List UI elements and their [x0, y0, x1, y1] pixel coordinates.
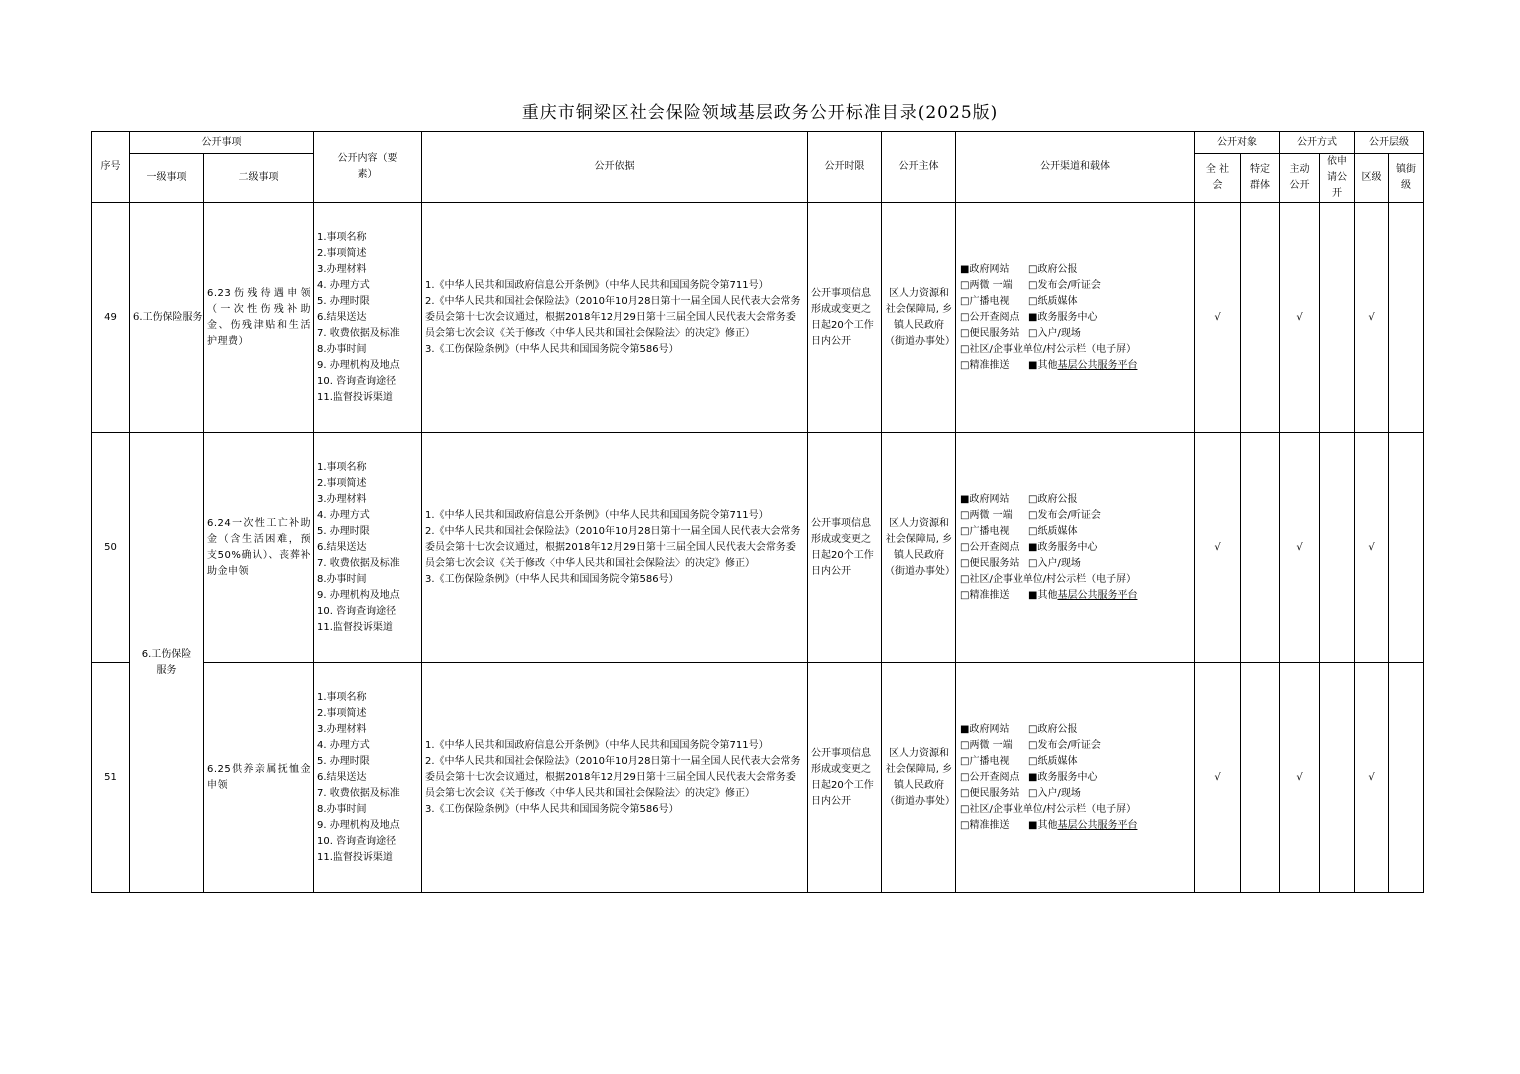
time-limit-cell: 公开事项信息形成或变更之日起20个工作日内公开 — [808, 203, 882, 433]
channel-option: □入户/现场 — [1028, 557, 1081, 569]
channel-option: □入户/现场 — [1028, 787, 1081, 799]
level-town-check — [1389, 433, 1424, 663]
content-item: 5. 办理时限 — [317, 755, 370, 767]
channel-option: □两微 一端 — [960, 509, 1013, 521]
channel-option: ■政务服务中心 — [1028, 541, 1098, 553]
basis-item: 3.《工伤保险条例》（中华人民共和国国务院令第586号） — [425, 803, 679, 815]
basis-item: 2.《中华人民共和国社会保险法》（2010年10月28日第十一届全国人民代表大会常务委员会第十七次会议通过，根据2018年12月29日第十三届全国人民代表大会常务委员会第七次会议《关于修改〈中华人民共和国社会保险法〉的决定》修正） — [425, 295, 801, 339]
channel-option: □政府公报 — [1028, 723, 1078, 735]
channel-line — [956, 818, 1194, 834]
channel-option: □社区/企事业单位/村公示栏（电子屏） — [960, 803, 1137, 815]
level1-cell: 6.工伤保险服务 — [130, 203, 204, 433]
channel-line — [956, 310, 1194, 326]
subject-cell: 区人力资源和社会保障局, 乡镇人民政府（街道办事处） — [882, 663, 956, 893]
level2-cell: 6.24一次性工亡补助金（含生活困难，预支50%确认）、丧葬补助金申领 — [204, 433, 314, 663]
level2-cell: 6.25供养亲属抚恤金申领 — [204, 663, 314, 893]
channel-option: □精准推送 — [960, 589, 1010, 601]
row-seq: 50 — [92, 433, 130, 663]
channel-option: □政府公报 — [1028, 263, 1078, 275]
channel-option: □精准推送 — [960, 359, 1010, 371]
content-item: 4. 办理方式 — [317, 509, 370, 521]
subject-cell: 区人力资源和社会保障局, 乡镇人民政府（街道办事处） — [882, 433, 956, 663]
content-item: 2.事项简述 — [317, 707, 367, 719]
channel-line — [956, 358, 1194, 374]
content-item: 1.事项名称 — [317, 691, 367, 703]
channel-option: □两微 一端 — [960, 279, 1013, 291]
document-title: 重庆市铜梁区社会保险领域基层政务公开标准目录(2025版) — [521, 103, 999, 123]
channel-line — [956, 342, 1194, 358]
channel-option: ■其他 — [1028, 359, 1058, 371]
channel-line — [956, 754, 1194, 770]
content-item: 3.办理材料 — [317, 263, 367, 275]
content-item: 8.办事时间 — [317, 573, 367, 585]
header-matter: 公开事项 — [130, 132, 314, 154]
header-level2: 二级事项 — [204, 154, 314, 203]
channel-line — [956, 588, 1194, 604]
basis-cell — [422, 203, 808, 433]
table-row — [92, 663, 1424, 893]
channel-line — [956, 770, 1194, 786]
channel-option: ■政务服务中心 — [1028, 771, 1098, 783]
level1-cell: 6.工伤保险服务 — [130, 433, 204, 893]
target-all-check: √ — [1195, 663, 1241, 893]
channel-option: ■政府网站 — [960, 723, 1010, 735]
channel-option: □纸质媒体 — [1028, 525, 1078, 537]
channel-option: □便民服务站 — [960, 327, 1020, 339]
channel-line — [956, 262, 1194, 278]
channel-option: □便民服务站 — [960, 557, 1020, 569]
content-item: 9. 办理机构及地点 — [317, 359, 400, 371]
level-district-check: √ — [1355, 663, 1389, 893]
channel-option: □纸质媒体 — [1028, 755, 1078, 767]
basis-item: 1.《中华人民共和国政府信息公开条例》（中华人民共和国国务院令第711号） — [425, 279, 769, 291]
header-method-active: 主动公开 — [1280, 154, 1320, 203]
channel-option: ■其他 — [1028, 589, 1058, 601]
channel-cell — [956, 203, 1195, 433]
channel-option: □精准推送 — [960, 819, 1010, 831]
basis-cell — [422, 663, 808, 893]
subject-cell: 区人力资源和社会保障局, 乡镇人民政府（街道办事处） — [882, 203, 956, 433]
method-active-check: √ — [1280, 663, 1320, 893]
channel-option: □社区/企事业单位/村公示栏（电子屏） — [960, 573, 1137, 585]
channel-line — [956, 540, 1194, 556]
channel-option: □公开查阅点 — [960, 771, 1020, 783]
channel-option: ■其他 — [1028, 819, 1058, 831]
channel-option: □发布会/听证会 — [1028, 279, 1101, 291]
level-district-check: √ — [1355, 203, 1389, 433]
header-method: 公开方式 — [1280, 132, 1355, 154]
channel-cell — [956, 433, 1195, 663]
channel-other-value: 基层公共服务平台 — [1057, 819, 1138, 831]
basis-item: 2.《中华人民共和国社会保险法》（2010年10月28日第十一届全国人民代表大会常务委员会第十七次会议通过，根据2018年12月29日第十三届全国人民代表大会常务委员会第七次会议《关于修改〈中华人民共和国社会保险法〉的决定》修正） — [425, 525, 801, 569]
channel-option: □发布会/听证会 — [1028, 739, 1101, 751]
channel-option: ■政府网站 — [960, 493, 1010, 505]
channel-other-value: 基层公共服务平台 — [1057, 589, 1138, 601]
level-town-check — [1389, 663, 1424, 893]
content-item: 7. 收费依据及标准 — [317, 327, 400, 339]
channel-option: □发布会/听证会 — [1028, 509, 1101, 521]
header-target-specific: 特定群体 — [1241, 154, 1280, 203]
header-target-all: 全 社 会 — [1195, 154, 1241, 203]
target-specific-check — [1241, 663, 1280, 893]
disclosure-catalog-table — [91, 131, 1424, 893]
target-specific-check — [1241, 433, 1280, 663]
channel-line — [956, 802, 1194, 818]
content-item: 5. 办理时限 — [317, 525, 370, 537]
channel-option: □两微 一端 — [960, 739, 1013, 751]
content-item: 3.办理材料 — [317, 493, 367, 505]
channel-option: □政府公报 — [1028, 493, 1078, 505]
channel-option: □广播电视 — [960, 525, 1010, 537]
basis-item: 3.《工伤保险条例》（中华人民共和国国务院令第586号） — [425, 573, 679, 585]
content-cell — [314, 433, 422, 663]
header-level: 公开层级 — [1355, 132, 1424, 154]
channel-option: □入户/现场 — [1028, 327, 1081, 339]
basis-item: 2.《中华人民共和国社会保险法》（2010年10月28日第十一届全国人民代表大会常务委员会第十七次会议通过，根据2018年12月29日第十三届全国人民代表大会常务委员会第七次会议《关于修改〈中华人民共和国社会保险法〉的决定》修正） — [425, 755, 801, 799]
channel-option: □广播电视 — [960, 755, 1010, 767]
content-item: 7. 收费依据及标准 — [317, 557, 400, 569]
method-apply-check — [1320, 203, 1355, 433]
channel-option: □纸质媒体 — [1028, 295, 1078, 307]
channel-line — [956, 294, 1194, 310]
method-apply-check — [1320, 663, 1355, 893]
method-active-check: √ — [1280, 433, 1320, 663]
content-item: 4. 办理方式 — [317, 279, 370, 291]
header-content: 公开内容（要素） — [314, 132, 422, 203]
channel-line — [956, 556, 1194, 572]
channel-line — [956, 278, 1194, 294]
channel-line — [956, 738, 1194, 754]
header-basis: 公开依据 — [422, 132, 808, 203]
channel-line — [956, 326, 1194, 342]
channel-option: ■政务服务中心 — [1028, 311, 1098, 323]
header-level-town: 镇街级 — [1389, 154, 1424, 203]
content-item: 3.办理材料 — [317, 723, 367, 735]
target-all-check: √ — [1195, 433, 1241, 663]
content-item: 6.结果送达 — [317, 541, 367, 553]
channel-option: □社区/企事业单位/村公示栏（电子屏） — [960, 343, 1137, 355]
basis-item: 1.《中华人民共和国政府信息公开条例》（中华人民共和国国务院令第711号） — [425, 509, 769, 521]
table-row — [92, 433, 1424, 663]
header-row-1 — [92, 132, 1424, 154]
content-item: 11.监督投诉渠道 — [317, 851, 393, 863]
channel-option: □广播电视 — [960, 295, 1010, 307]
content-item: 8.办事时间 — [317, 343, 367, 355]
content-item: 8.办事时间 — [317, 803, 367, 815]
content-item: 11.监督投诉渠道 — [317, 391, 393, 403]
header-level-district: 区级 — [1355, 154, 1389, 203]
level-town-check — [1389, 203, 1424, 433]
content-cell — [314, 203, 422, 433]
content-item: 2.事项简述 — [317, 247, 367, 259]
channel-cell — [956, 663, 1195, 893]
row-seq: 49 — [92, 203, 130, 433]
content-item: 9. 办理机构及地点 — [317, 589, 400, 601]
header-target: 公开对象 — [1195, 132, 1280, 154]
channel-option: □公开查阅点 — [960, 311, 1020, 323]
row-seq: 51 — [92, 663, 130, 893]
channel-option: □便民服务站 — [960, 787, 1020, 799]
content-item: 6.结果送达 — [317, 771, 367, 783]
basis-item: 3.《工伤保险条例》（中华人民共和国国务院令第586号） — [425, 343, 679, 355]
header-time-limit: 公开时限 — [808, 132, 882, 203]
content-item: 6.结果送达 — [317, 311, 367, 323]
channel-line — [956, 492, 1194, 508]
method-active-check: √ — [1280, 203, 1320, 433]
content-item: 1.事项名称 — [317, 461, 367, 473]
channel-line — [956, 524, 1194, 540]
header-subject: 公开主体 — [882, 132, 956, 203]
basis-cell — [422, 433, 808, 663]
header-level1: 一级事项 — [130, 154, 204, 203]
channel-line — [956, 508, 1194, 524]
level-district-check: √ — [1355, 433, 1389, 663]
header-method-apply: 依申请公开 — [1320, 154, 1355, 203]
time-limit-cell: 公开事项信息形成或变更之日起20个工作日内公开 — [808, 433, 882, 663]
target-specific-check — [1241, 203, 1280, 433]
content-item: 9. 办理机构及地点 — [317, 819, 400, 831]
target-all-check: √ — [1195, 203, 1241, 433]
channel-line — [956, 786, 1194, 802]
content-item: 11.监督投诉渠道 — [317, 621, 393, 633]
content-item: 2.事项简述 — [317, 477, 367, 489]
channel-option: ■政府网站 — [960, 263, 1010, 275]
content-cell — [314, 663, 422, 893]
channel-line — [956, 722, 1194, 738]
content-item: 10. 咨询查询途径 — [317, 375, 397, 387]
table-row — [92, 203, 1424, 433]
method-apply-check — [1320, 433, 1355, 663]
header-seq: 序号 — [92, 132, 130, 203]
level2-cell: 6.23伤残待遇申领（一次性伤残补助金、伤残津贴和生活护理费） — [204, 203, 314, 433]
time-limit-cell: 公开事项信息形成或变更之日起20个工作日内公开 — [808, 663, 882, 893]
content-item: 10. 咨询查询途径 — [317, 605, 397, 617]
content-item: 10. 咨询查询途径 — [317, 835, 397, 847]
channel-option: □公开查阅点 — [960, 541, 1020, 553]
basis-item: 1.《中华人民共和国政府信息公开条例》（中华人民共和国国务院令第711号） — [425, 739, 769, 751]
content-item: 4. 办理方式 — [317, 739, 370, 751]
content-item: 7. 收费依据及标准 — [317, 787, 400, 799]
channel-other-value: 基层公共服务平台 — [1057, 359, 1138, 371]
content-item: 1.事项名称 — [317, 231, 367, 243]
header-channel: 公开渠道和载体 — [956, 132, 1195, 203]
content-item: 5. 办理时限 — [317, 295, 370, 307]
channel-line — [956, 572, 1194, 588]
